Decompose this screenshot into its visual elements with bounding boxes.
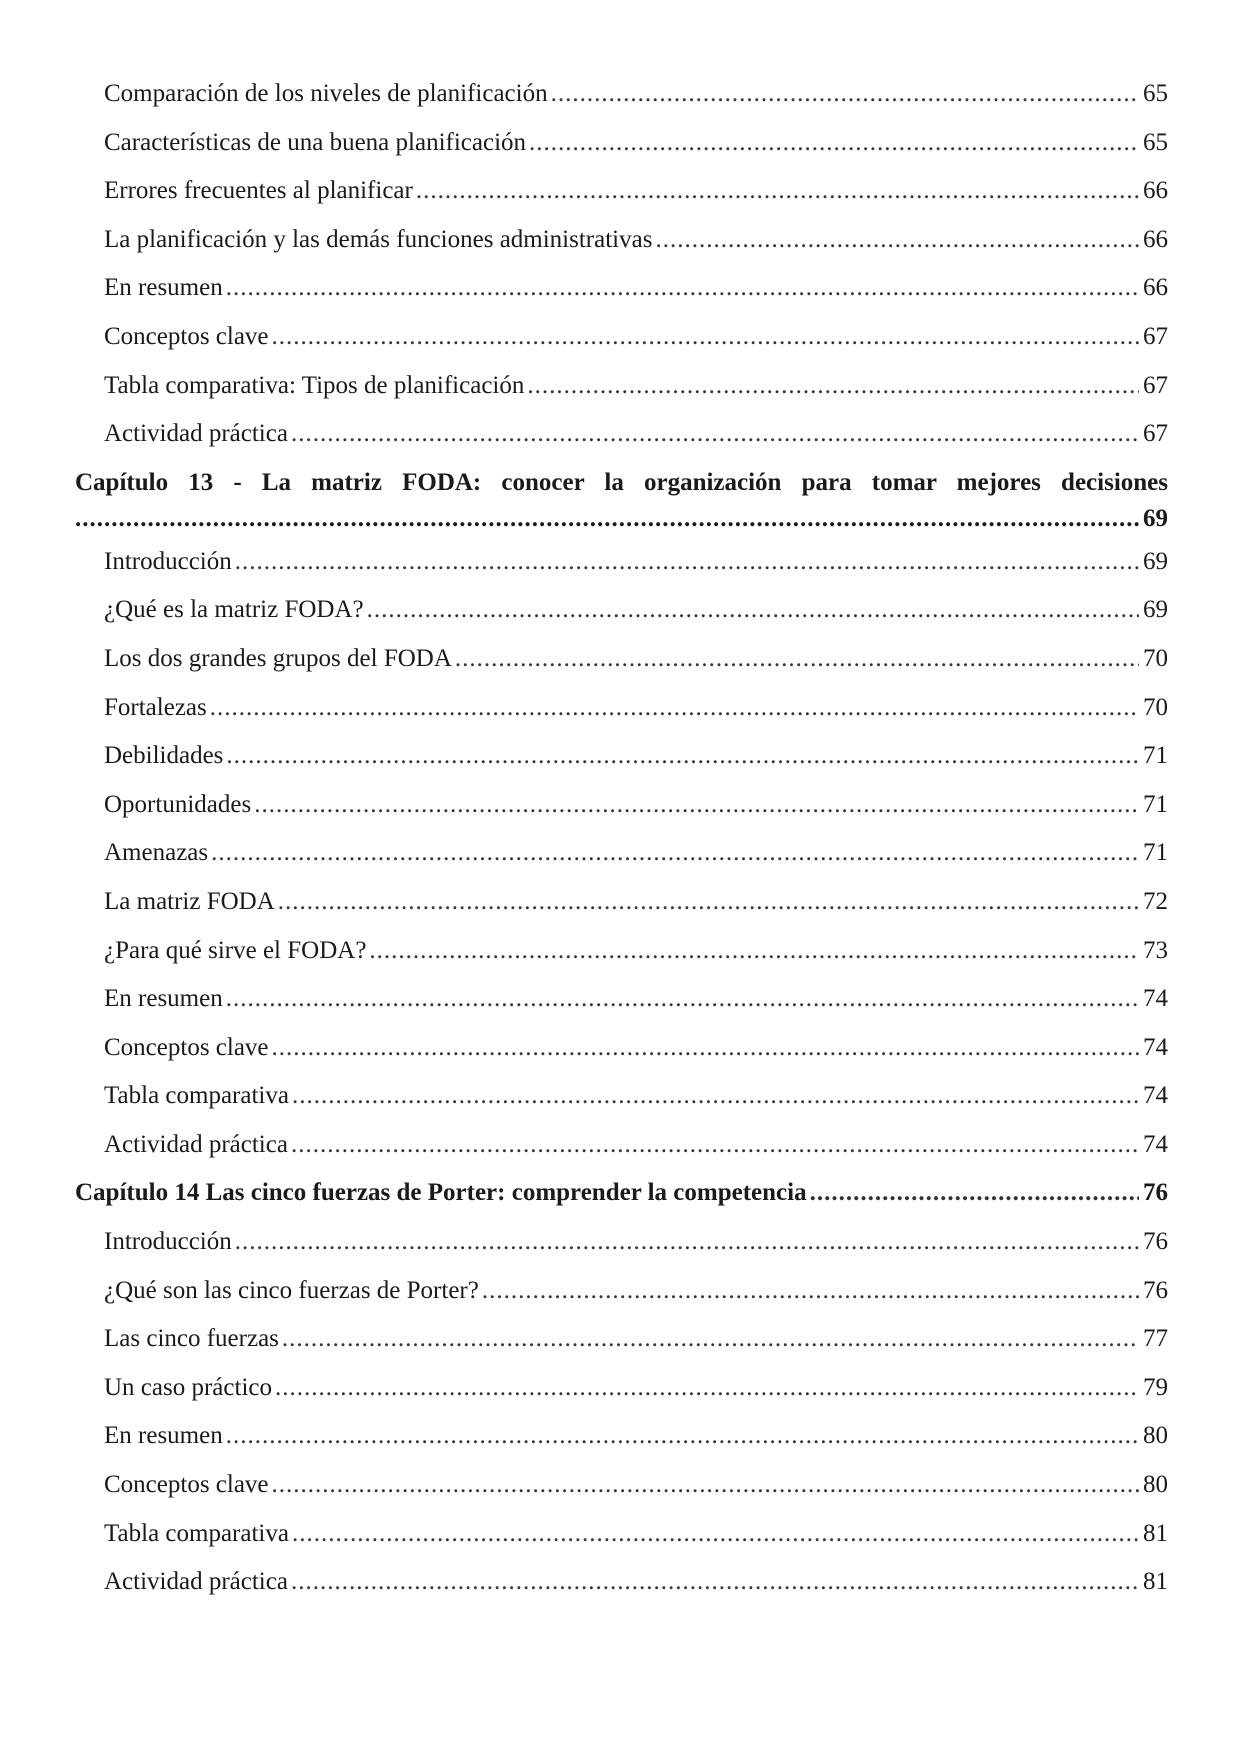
dot-leader (292, 1072, 1139, 1121)
toc-entry-label: Actividad práctica (104, 1130, 288, 1158)
toc-entry-label: Los dos grandes grupos del FODA (104, 644, 452, 672)
toc-entry-page: 69 (1143, 596, 1168, 624)
dot-leader (416, 167, 1139, 216)
toc-entry-label: Oportunidades (104, 790, 252, 818)
toc-entry[interactable] (75, 119, 1168, 168)
toc-entry[interactable] (75, 684, 1168, 733)
toc-entry[interactable] (75, 1412, 1168, 1461)
dot-leader (235, 1218, 1139, 1267)
dot-leader (210, 684, 1139, 733)
toc-entry[interactable] (75, 975, 1168, 1024)
toc-entry-page: 66 (1143, 177, 1168, 205)
toc-entry[interactable] (75, 167, 1168, 216)
toc-entry[interactable] (75, 1510, 1168, 1559)
toc-entry-label: Introducción (104, 547, 232, 575)
toc-entry-label: Las cinco fuerzas (104, 1325, 279, 1353)
toc-chapter-heading[interactable] (75, 459, 1168, 538)
dot-leader (455, 635, 1139, 684)
toc-entry-label: ¿Qué son las cinco fuerzas de Porter? (104, 1276, 479, 1304)
toc-entry[interactable] (75, 1218, 1168, 1267)
dot-leader (367, 586, 1139, 635)
toc-entry-label: Actividad práctica (104, 1568, 288, 1596)
toc-entry-label: Amenazas (104, 839, 209, 867)
toc-entry[interactable] (75, 586, 1168, 635)
toc-entry-page: 76 (1143, 1228, 1168, 1256)
dot-leader (226, 264, 1139, 313)
dot-leader (282, 1315, 1139, 1364)
toc-entry[interactable] (75, 829, 1168, 878)
toc-entry-label: Tabla comparativa (104, 1519, 289, 1547)
toc-entry-page: 76 (1143, 1276, 1168, 1304)
dot-leader (272, 313, 1139, 362)
toc-entry-page: 77 (1143, 1325, 1168, 1353)
toc-entry[interactable] (75, 732, 1168, 781)
toc-chapter-page: 76 (1143, 1179, 1168, 1207)
toc-entry-label: Conceptos clave (104, 1471, 269, 1499)
toc-entry[interactable] (75, 538, 1168, 587)
dot-leader (272, 1461, 1139, 1510)
toc-entry-page: 79 (1143, 1373, 1168, 1401)
toc-entry-label: Conceptos clave (104, 1033, 269, 1061)
toc-entry-label: En resumen (104, 1422, 223, 1450)
toc-entry-page: 66 (1143, 274, 1168, 302)
toc-entry[interactable] (75, 1267, 1168, 1316)
dot-leader (278, 878, 1139, 927)
toc-entry[interactable] (75, 878, 1168, 927)
toc-entry[interactable] (75, 70, 1168, 119)
toc-entry-label: Tabla comparativa: Tipos de planificación (104, 371, 525, 399)
toc-entry-page: 71 (1143, 742, 1168, 770)
toc-chapter-heading[interactable] (75, 1169, 1168, 1218)
toc-entry-label: Características de una buena planificación (104, 128, 527, 156)
toc-entry-page: 74 (1143, 1082, 1168, 1110)
toc-entry-label: Conceptos clave (104, 322, 269, 350)
toc-chapter-label: Capítulo 13 - La matriz FODA: conocer la organización para tomar mejores decisiones (75, 468, 1168, 496)
dot-leader (226, 975, 1139, 1024)
dot-leader (226, 1412, 1139, 1461)
toc-entry-page: 74 (1143, 985, 1168, 1013)
toc-entry[interactable] (75, 1121, 1168, 1170)
toc-entry-page: 74 (1143, 1033, 1168, 1061)
toc-entry-page: 71 (1143, 790, 1168, 818)
dot-leader (527, 362, 1139, 411)
toc-entry[interactable] (75, 216, 1168, 265)
toc-chapter-label: Capítulo 14 Las cinco fuerzas de Porter: comprender la competencia (75, 1179, 807, 1207)
dot-leader (482, 1267, 1139, 1316)
toc-entry[interactable] (75, 313, 1168, 362)
toc-entry[interactable] (75, 1558, 1168, 1607)
toc-entry-label: La matriz FODA (104, 887, 275, 915)
toc-entry[interactable] (75, 264, 1168, 313)
dot-leader (369, 927, 1139, 976)
toc-entry[interactable] (75, 1461, 1168, 1510)
dot-leader (529, 119, 1139, 168)
dot-leader (254, 781, 1139, 830)
toc-entry[interactable] (75, 781, 1168, 830)
toc-entry-page: 65 (1143, 80, 1168, 107)
toc-entry-label: Fortalezas (104, 693, 207, 721)
toc-entry-label: En resumen (104, 274, 223, 302)
toc-entry-label: Errores frecuentes al planificar (104, 177, 413, 205)
dot-leader (291, 410, 1139, 459)
toc-entry-page: 74 (1143, 1130, 1168, 1158)
dot-leader (275, 1364, 1139, 1413)
toc-entry-page: 66 (1143, 225, 1168, 253)
toc-entry-page: 67 (1143, 371, 1168, 399)
toc-entry-page: 73 (1143, 936, 1168, 964)
toc-entry[interactable] (75, 1315, 1168, 1364)
toc-entry-page: 69 (1143, 547, 1168, 575)
toc-entry-label: Debilidades (104, 742, 224, 770)
toc-entry-page: 70 (1143, 644, 1168, 672)
dot-leader (272, 1024, 1139, 1073)
toc-entry-label: Un caso práctico (104, 1373, 272, 1401)
toc-entry-label: Comparación de los niveles de planificación (104, 80, 548, 107)
toc-entry-label: Actividad práctica (104, 420, 288, 448)
toc-entry-label: La planificación y las demás funciones administrativas (104, 225, 653, 253)
toc-entry-label: Tabla comparativa (104, 1082, 289, 1110)
toc-entry-label: En resumen (104, 985, 223, 1013)
dot-leader (235, 538, 1139, 587)
toc-entry[interactable] (75, 635, 1168, 684)
dot-leader (291, 1121, 1139, 1170)
toc-entry-label: ¿Qué es la matriz FODA? (104, 596, 364, 624)
toc-entry[interactable] (75, 1072, 1168, 1121)
toc-entry-page: 67 (1143, 322, 1168, 350)
toc-entry-page: 71 (1143, 839, 1168, 867)
toc-entry-label: Introducción (104, 1228, 232, 1256)
toc-entry-page: 81 (1143, 1519, 1168, 1547)
toc-entry[interactable] (75, 1024, 1168, 1073)
toc-entry-label: ¿Para qué sirve el FODA? (104, 936, 367, 964)
toc-entry[interactable] (75, 410, 1168, 459)
toc-entry[interactable] (75, 362, 1168, 411)
toc-entry-page: 65 (1143, 128, 1168, 156)
toc-entry-page: 70 (1143, 693, 1168, 721)
dot-leader (211, 829, 1139, 878)
dot-leader (291, 1558, 1139, 1607)
dot-leader (551, 70, 1139, 119)
toc-entry-page: 67 (1143, 420, 1168, 448)
dot-leader (655, 216, 1139, 265)
toc-entry-page: 81 (1143, 1568, 1168, 1596)
dot-leader (810, 1169, 1139, 1218)
toc-entry-page: 80 (1143, 1471, 1168, 1499)
toc-entry[interactable] (75, 927, 1168, 976)
table-of-contents (75, 70, 1168, 1607)
dot-leader (292, 1510, 1139, 1559)
toc-entry-page: 72 (1143, 887, 1168, 915)
dot-leader (75, 501, 1139, 537)
toc-chapter-page: 69 (1143, 504, 1168, 532)
dot-leader (226, 732, 1139, 781)
toc-entry-page: 80 (1143, 1422, 1168, 1450)
toc-entry[interactable] (75, 1364, 1168, 1413)
